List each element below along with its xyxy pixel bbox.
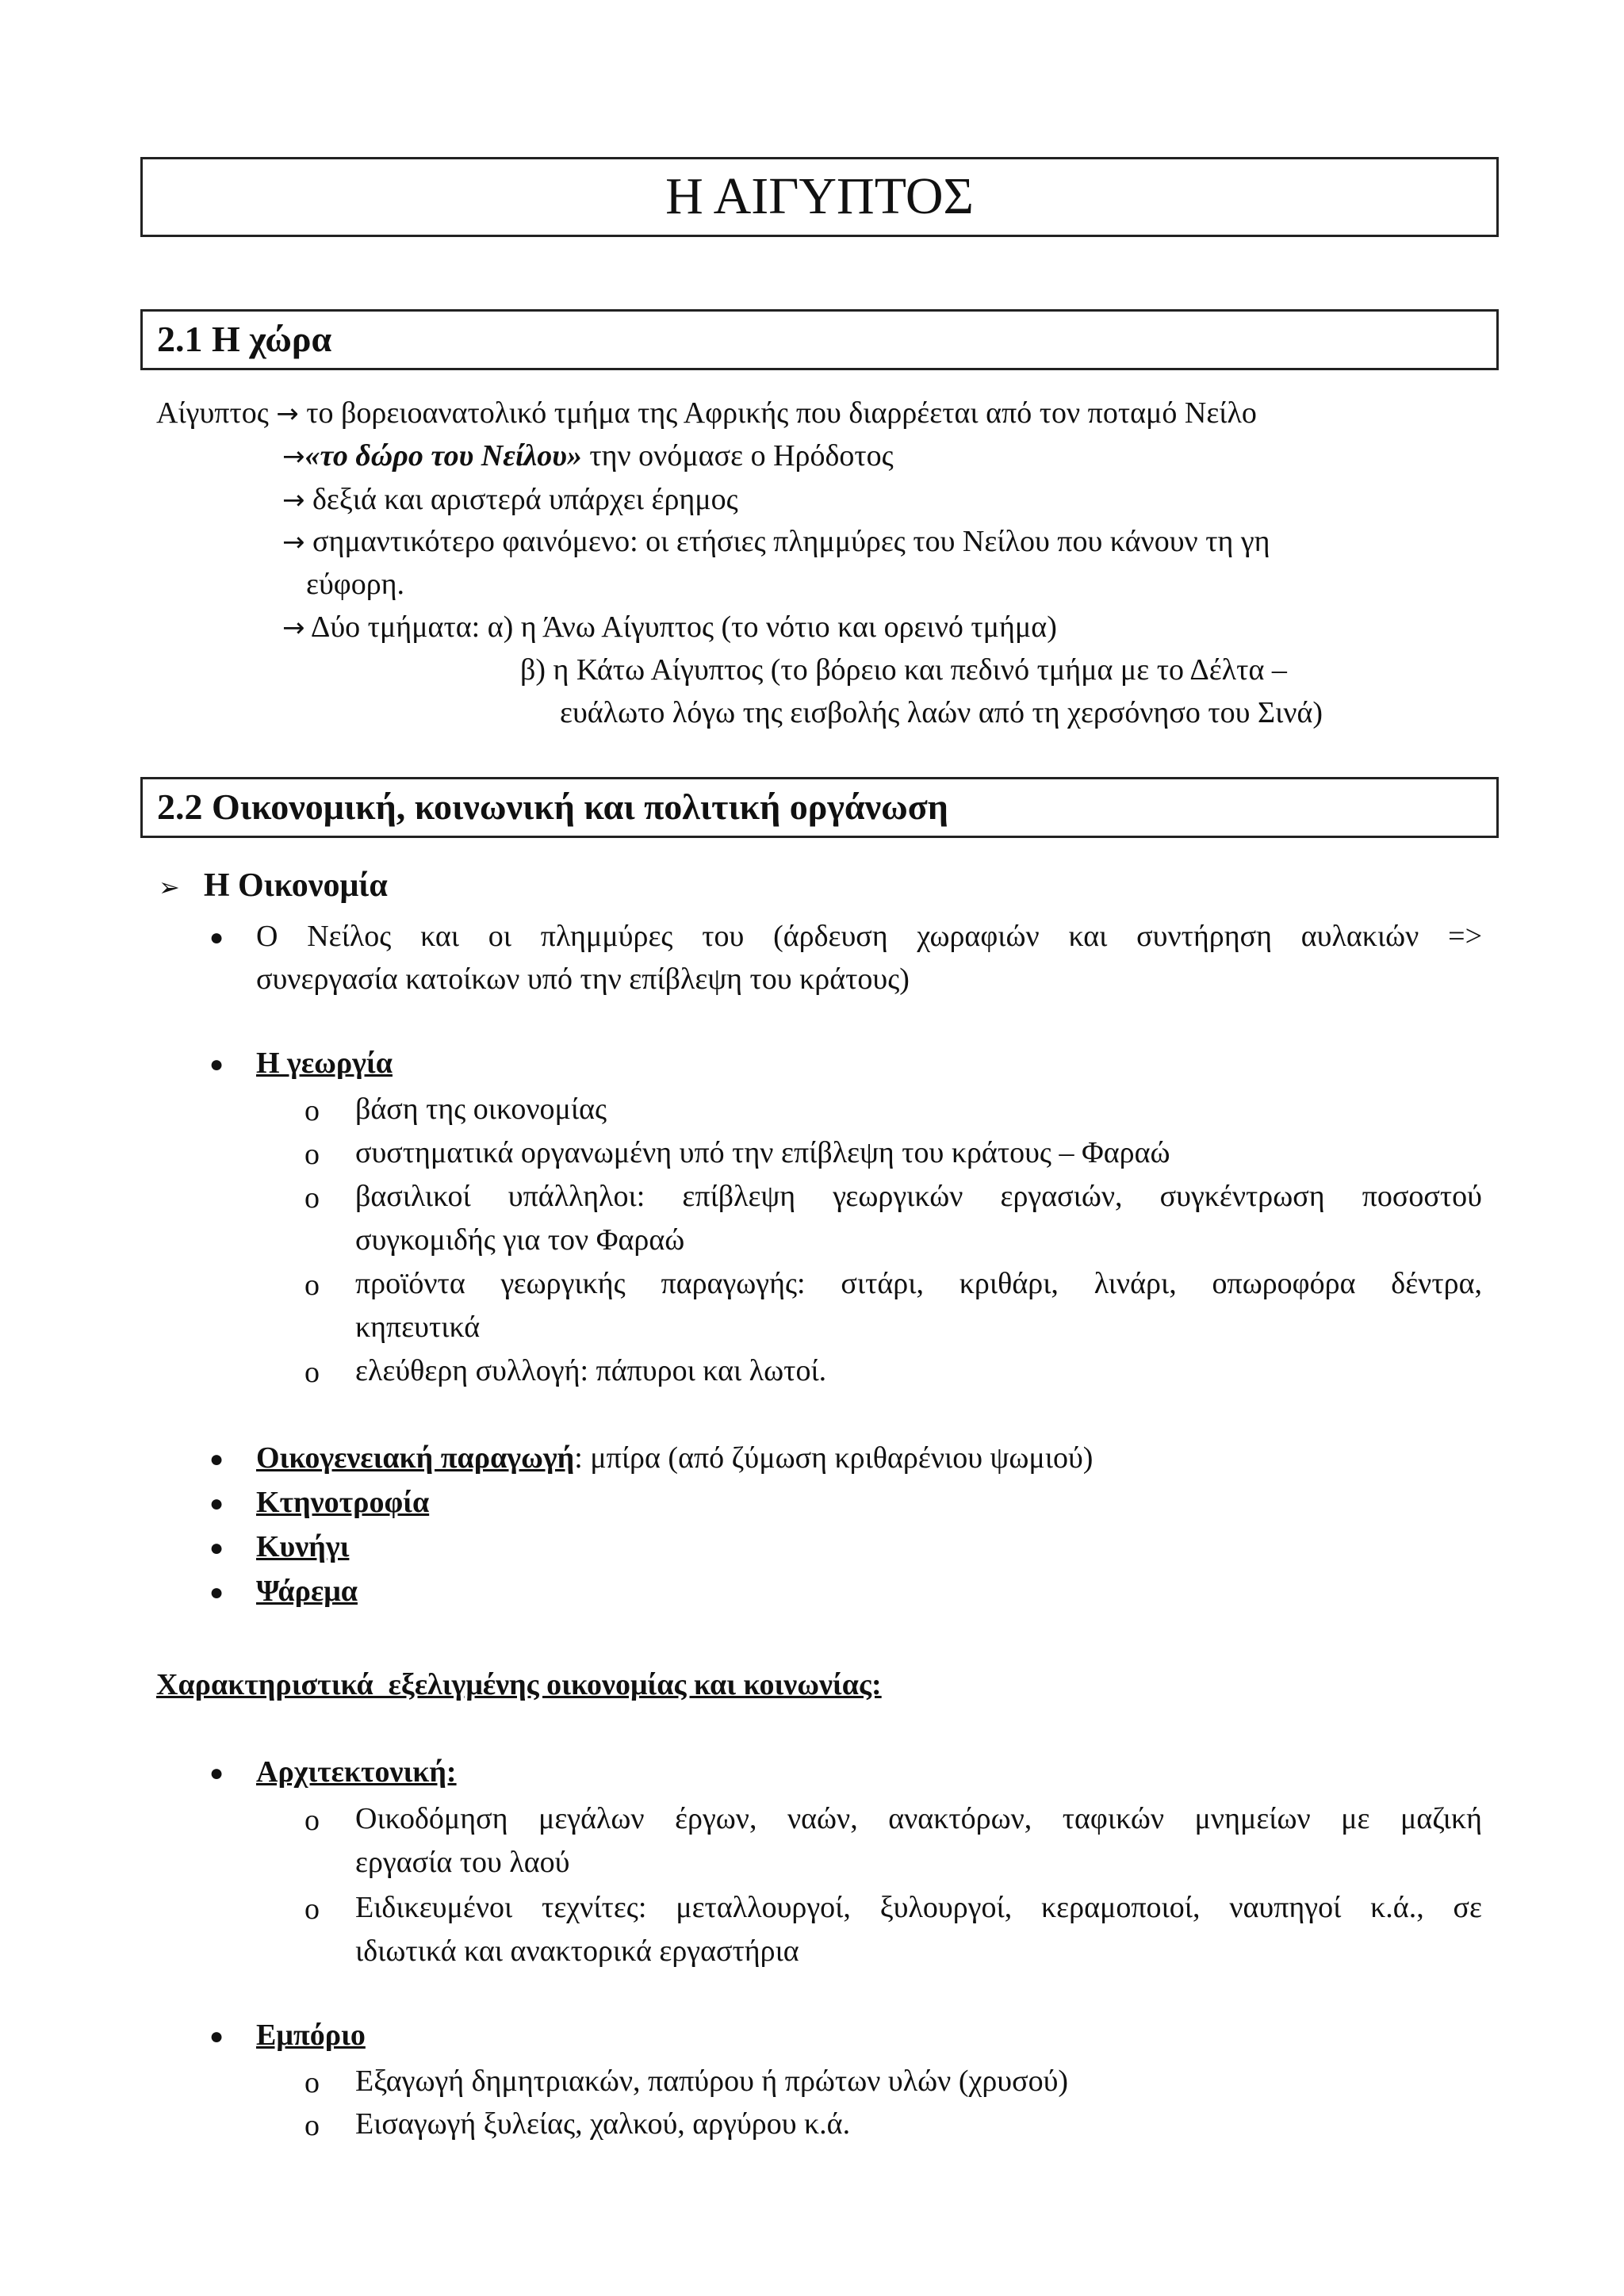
trade-item-2: Εισαγωγή ξυλείας, χαλκού, αργύρου κ.ά. [355,2107,851,2141]
bullet-icon: ● [209,2023,224,2049]
arrowhead-bullet-icon: ➢ [159,872,180,902]
arrow-icon: → [282,612,305,644]
s1-line-3 [282,484,738,515]
agri-item-4-cont: κηπευτικά [355,1311,481,1344]
section-1-box [140,309,1499,370]
architecture-heading: Αρχιτεκτονική: [256,1755,457,1789]
circle-bullet-icon: o [304,1804,320,1837]
agri-item-4: προϊόντα γεωργικής παραγωγής: σιτάρι, κριθάρι, λινάρι, οπωροφόρα δέντρα, [355,1267,1482,1300]
arrow-icon: → [282,441,305,473]
herodotus-quote: «το δώρο του Νείλου» [304,439,582,473]
bullet-icon: ● [209,1051,224,1077]
arrow-icon: → [276,398,299,430]
page-title: Η ΑΙΓΥΠΤΟΣ [665,167,974,225]
agri-item-1: βάση της οικονομίας [355,1093,607,1126]
livestock-label: Κτηνοτροφία [256,1486,430,1519]
section-2-box [140,777,1499,838]
s1-line-6: β) η Κάτω Αίγυπτος (το βόρειο και πεδινό τμήμα με το Δέλτα – [520,653,1287,687]
s1-line-5 [282,612,1057,642]
bullet-icon: ● [209,1760,224,1786]
circle-bullet-icon: o [304,1181,320,1215]
bullet-icon: ● [209,1535,224,1561]
arch-item-1: Οικοδόμηση μεγάλων έργων, ναών, ανακτόρων, ταφικών μνημείων με μαζική [355,1802,1482,1835]
features-heading: Χαρακτηριστικά εξελιγμένης οικονομίας και κοινωνίας: [156,1668,882,1701]
trade-item-1: Εξαγωγή δημητριακών, παπύρου ή πρώτων υλών (χρυσού) [355,2064,1069,2098]
title-box [140,157,1499,237]
agri-item-3: βασιλικοί υπάλληλοι: επίβλεψη γεωργικών εργασιών, συγκέντρωση ποσοστού [355,1180,1482,1213]
s1-line-7: ευάλωτο λόγω της εισβολής λαών από τη χερσόνησο του Σινά) [560,696,1323,729]
arrow-icon: → [282,484,305,516]
bullet-icon: ● [209,1579,224,1605]
family-production-text: : μπίρα (από ζύμωση κριθαρένιου ψωμιού) [574,1441,1094,1475]
fishing-label: Ψάρεμα [256,1575,358,1608]
economy-heading: Η Οικονομία [203,867,388,904]
circle-bullet-icon: o [304,2066,320,2099]
agriculture-heading: Η γεωργία [256,1047,393,1080]
s1-line-4-text: σημαντικότερο φαινόμενο: οι ετήσιες πλημμύρες του Νείλου που κάνουν τη γη [312,525,1270,558]
family-production-label: Οικογενειακή παραγωγή [256,1441,575,1475]
arch-item-2-cont: ιδιωτικά και ανακτορικά εργαστήρια [355,1934,799,1968]
circle-bullet-icon: o [304,2109,320,2142]
circle-bullet-icon: o [304,1892,320,1926]
s1-line-4-cont: εύφορη. [306,568,405,601]
trade-heading: Εμπόριο [256,2019,366,2052]
bullet-icon: ● [209,1446,224,1472]
arch-item-2: Ειδικευμένοι τεχνίτες: μεταλλουργοί, ξυλουργοί, κεραμοποιοί, ναυπηγοί κ.ά., σε [355,1891,1482,1924]
economy-heading-row [159,869,388,902]
s1-line-1-start: Αίγυπτος [156,396,269,430]
circle-bullet-icon: o [304,1094,320,1127]
nile-line-1: Ο Νείλος και οι πλημμύρες του (άρδευση χωραφιών και συντήρηση αυλακιών => [256,920,1482,953]
section-1-heading: 2.1 Η χώρα [157,319,332,359]
arch-item-1-cont: εργασία του λαού [355,1846,570,1879]
circle-bullet-icon: o [304,1138,320,1171]
nile-line-2: συνεργασία κατοίκων υπό την επίβλεψη του κράτους) [256,962,910,996]
s1-line-1-rest: το βορειοανατολικό τμήμα της Αφρικής που διαρρέεται από τον ποταμό Νείλο [306,396,1257,430]
agri-item-3-cont: συγκομιδής για τον Φαραώ [355,1223,685,1257]
arrow-icon: → [282,526,305,558]
bullet-icon: ● [209,1490,224,1517]
s1-line-1 [156,398,1257,428]
s1-line-4 [282,526,1270,557]
s1-line-2 [282,441,894,471]
bullet-icon: ● [209,924,224,951]
circle-bullet-icon: o [304,1269,320,1302]
hunting-label: Κυνήγι [256,1530,350,1563]
s1-line-5-text: Δύο τμήματα: α) η Άνω Αίγυπτος (το νότιο και ορεινό τμήμα) [310,610,1057,644]
s1-line-2-rest: την ονόμασε ο Ηρόδοτος [581,439,894,473]
circle-bullet-icon: o [304,1356,320,1389]
section-2-heading: 2.2 Οικονομική, κοινωνική και πολιτική οργάνωση [157,786,948,827]
agri-item-5: ελεύθερη συλλογή: πάπυροι και λωτοί. [355,1354,827,1387]
s1-line-3-text: δεξιά και αριστερά υπάρχει έρημος [312,483,738,516]
family-production-row [256,1443,1093,1473]
agri-item-2: συστηματικά οργανωμένη υπό την επίβλεψη του κράτους – Φαραώ [355,1136,1170,1169]
